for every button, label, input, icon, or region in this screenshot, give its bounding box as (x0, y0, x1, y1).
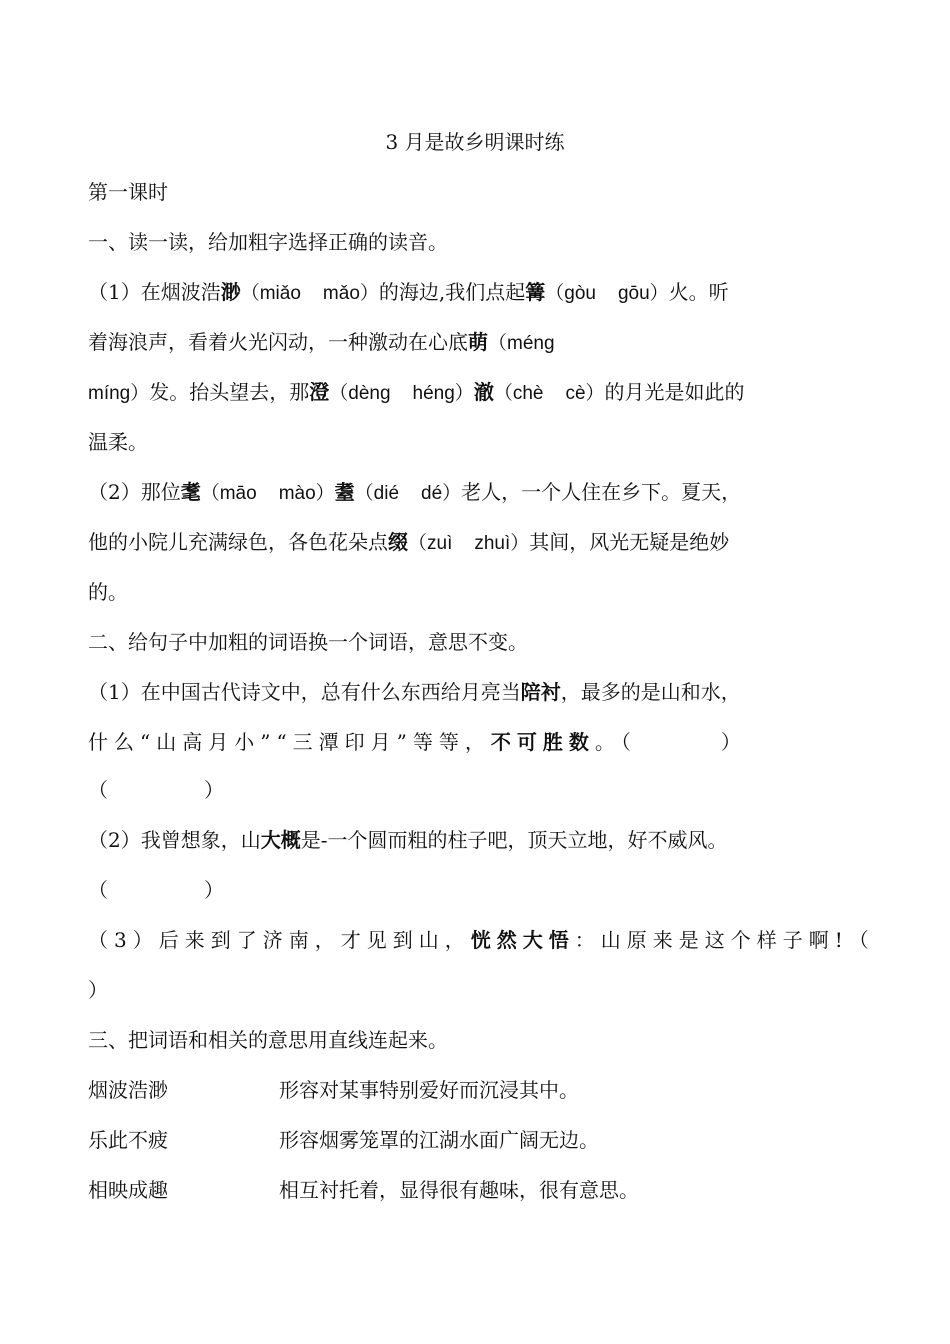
text: 着海浪声，看着火光闪动，一种激动在心底 (88, 330, 468, 354)
section3-heading: 三、把词语和相关的意思用直线连起来。 (88, 1028, 448, 1052)
pinyin-option: （māo (200, 483, 257, 504)
s2-q1-line2 (88, 728, 747, 756)
pinyin-option: （chè (493, 383, 544, 404)
bold-word: 陪衬 (520, 680, 561, 704)
text: 的月光是如此的 (604, 380, 745, 404)
pinyin-option: （méng (488, 333, 555, 354)
text: （1）在中国古代诗文中，总有什么东西给月亮当 (88, 680, 521, 704)
text: ） (720, 730, 747, 754)
bold-char: 渺 (220, 280, 241, 304)
bold-char: 耋 (334, 480, 355, 504)
lesson-label: 第一课时 (88, 180, 168, 204)
s1-q1-line2 (88, 328, 555, 358)
s2-q2-line1 (88, 826, 728, 854)
bold-word: 不可胜数 (490, 730, 595, 754)
pinyin-option: （dié (354, 483, 400, 504)
text: （2）我曾想象，山 (88, 828, 261, 852)
s2-q1-line3 (88, 776, 224, 804)
page-title: 3 月是故乡明课时练 (385, 130, 565, 154)
pinyin-option: mào） (278, 483, 335, 504)
bold-char: 澄 (309, 380, 330, 404)
s1-q1-line4: 温柔。 (88, 430, 148, 454)
text: 什么“山高月小”“三潭印月”等等， (88, 730, 491, 754)
pinyin-option: cè） (565, 383, 605, 404)
text: 的海边,我们点起 (378, 280, 526, 304)
match-definition[interactable]: 形容对某事特别爱好而沉浸其中。 (279, 1078, 579, 1102)
s1-q2-line1 (88, 478, 741, 508)
s2-q2-line2 (88, 876, 224, 904)
text: 是-一个圆而粗的柱子吧，顶天立地，好不威风。 (300, 828, 728, 852)
s1-q1-line1 (88, 278, 729, 308)
match-term[interactable]: 相映成趣 (88, 1178, 168, 1202)
text: 火。听 (668, 280, 729, 304)
pinyin-option: （zuì (408, 533, 453, 554)
text: （ (88, 878, 108, 902)
s1-q1-line3 (88, 378, 745, 408)
text: 老人，一个人住在乡下。夏天， (461, 480, 742, 504)
bold-char: 萌 (468, 330, 488, 354)
text: ，最多的是山和水， (560, 680, 741, 704)
text: （2）那位 (88, 480, 181, 504)
bold-word: 大概 (260, 828, 301, 852)
pinyin-option: mǎo） (322, 283, 379, 304)
text: （1）在烟波浩 (88, 280, 221, 304)
bold-char: 缀 (388, 530, 408, 554)
pinyin-option: héng） (412, 383, 474, 404)
text: 他的小院儿充满绿色，各色花朵点 (88, 530, 388, 554)
s1-q2-line2 (88, 528, 729, 558)
section1-heading: 一、读一读，给加粗字选择正确的读音。 (88, 230, 448, 254)
text: （3）后来到了济南，才见到山， (88, 928, 471, 952)
s2-q3-line1 (88, 926, 875, 954)
match-definition[interactable]: 形容烟雾笼罩的江湖水面广阔无边。 (279, 1128, 599, 1152)
bold-char: 耄 (180, 480, 201, 504)
pinyin-option: （gòu (545, 283, 596, 304)
bold-word: 恍然大悟 (470, 928, 575, 952)
text: ） (204, 778, 224, 802)
pinyin-option: （miǎo (240, 283, 301, 304)
s2-q1-line1 (88, 678, 741, 706)
bold-char: 篝 (525, 280, 546, 304)
s2-q3-line2: ） (88, 978, 108, 1002)
text: （ (88, 778, 108, 802)
section2-heading: 二、给句子中加粗的词语换一个词语，意思不变。 (88, 630, 528, 654)
text: 。（ (594, 730, 637, 754)
pinyin-option: gōu） (617, 283, 669, 304)
bold-char: 澈 (473, 380, 494, 404)
pinyin-option: míng） (88, 383, 150, 404)
s1-q2-line3: 的。 (88, 580, 128, 604)
match-definition[interactable]: 相互衬托着，显得很有趣味，很有意思。 (279, 1178, 639, 1202)
text: 其间，风光无疑是绝妙 (529, 530, 730, 554)
pinyin-option: （dèng (329, 383, 391, 404)
match-term[interactable]: 烟波浩渺 (88, 1078, 168, 1102)
match-term[interactable]: 乐此不疲 (88, 1128, 168, 1152)
text: 发。抬头望去，那 (149, 380, 310, 404)
text: ：山原来是这个样子啊!（ (574, 928, 875, 952)
pinyin-option: zhuì） (474, 533, 530, 554)
pinyin-option: dé） (421, 483, 462, 504)
text: ） (204, 878, 224, 902)
